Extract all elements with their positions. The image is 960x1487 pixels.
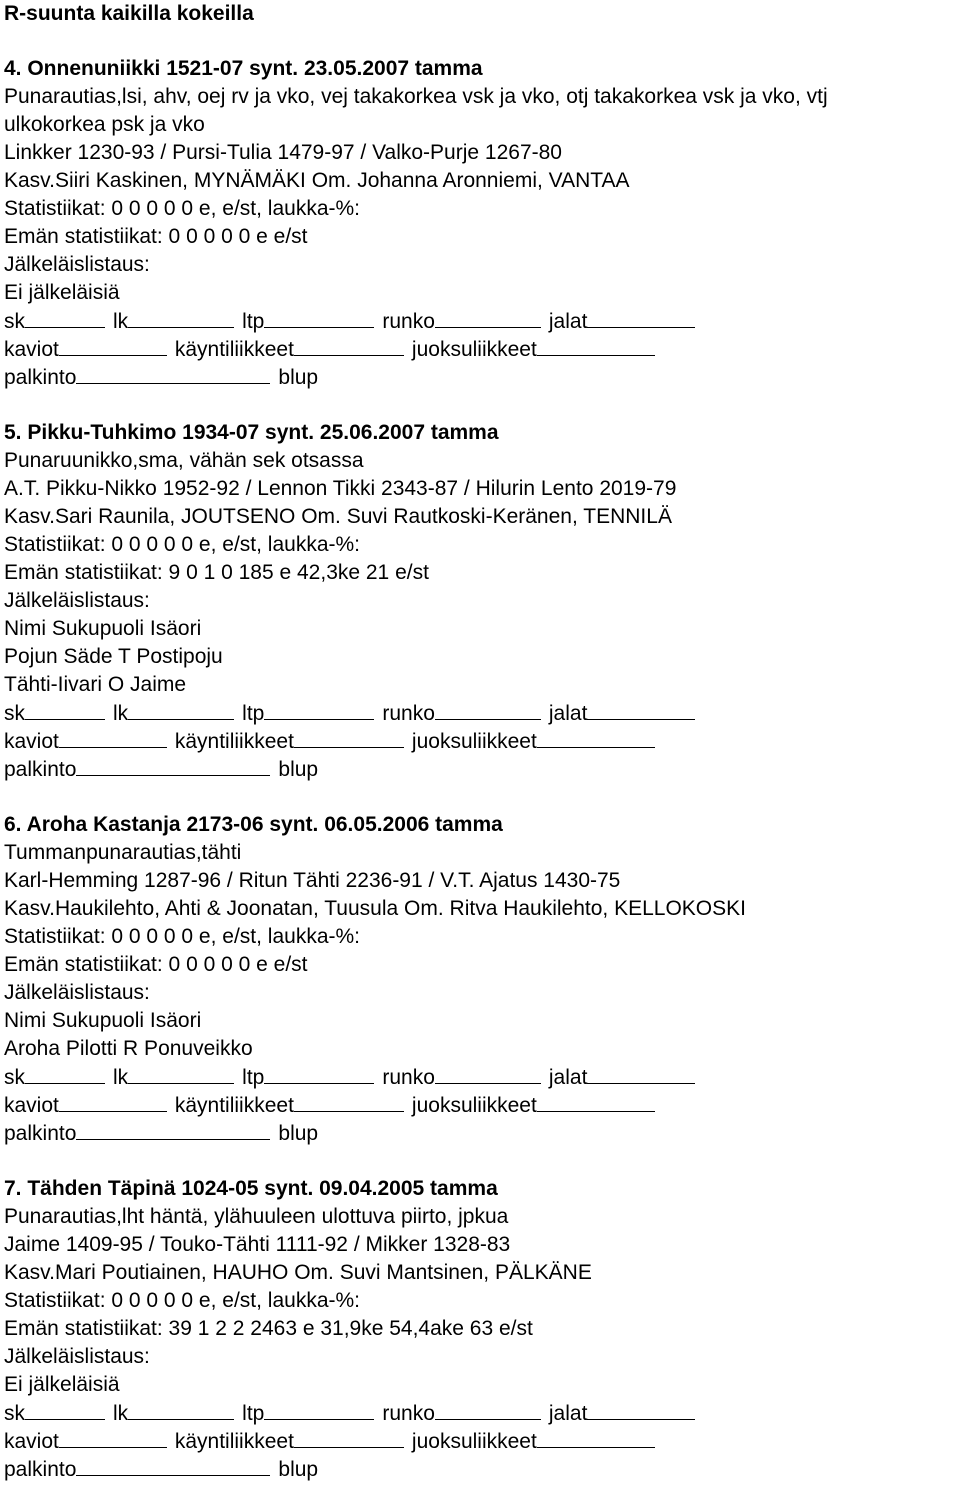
score-blank-palkinto [76, 1455, 270, 1476]
score-row [4, 1063, 956, 1091]
score-blank-juoksuliikkeet [537, 727, 655, 748]
score-label-sk: sk [4, 1066, 25, 1089]
score-blank-kayntiliikkeet [294, 1427, 404, 1448]
spacer [4, 783, 956, 811]
score-label-blup: blup [278, 366, 319, 389]
entry-line: Jälkeläislistaus: [4, 1345, 150, 1368]
score-blank-kayntiliikkeet [294, 335, 404, 356]
entry-line: A.T. Pikku-Nikko 1952-92 / Lennon Tikki 2343-87 / Hilurin Lento 2019-79 [4, 477, 677, 500]
score-blank-lk [128, 699, 234, 720]
entry-line: Kasv.Sari Raunila, JOUTSENO Om. Suvi Rautkoski-Keränen, TENNILÄ [4, 505, 672, 528]
entry-line: Emän statistiikat: 9 0 1 0 185 e 42,3ke 21 e/st [4, 561, 429, 584]
score-blank-kaviot [59, 1091, 167, 1112]
horse-entry [4, 55, 956, 419]
score-label-runko: runko [382, 702, 435, 725]
score-label-blup: blup [278, 1122, 319, 1145]
entry-line: Kasv.Siiri Kaskinen, MYNÄMÄKI Om. Johanna Aronniemi, VANTAA [4, 169, 630, 192]
score-blank-runko [435, 1063, 541, 1084]
score-blank-lk [128, 307, 234, 328]
score-label-blup: blup [278, 1458, 319, 1481]
score-blank-jalat [587, 699, 695, 720]
entry-line: Statistiikat: 0 0 0 0 0 e, e/st, laukka-%: [4, 533, 361, 556]
score-label-kaviot: kaviot [4, 730, 59, 753]
entry-line: Linkker 1230-93 / Pursi-Tulia 1479-97 / Valko-Purje 1267-80 [4, 141, 562, 164]
horse-entry [4, 811, 956, 1175]
score-label-kaviot: kaviot [4, 1430, 59, 1453]
score-label-kaviot: kaviot [4, 1094, 59, 1117]
entry-line: ulkokorkea psk ja vko [4, 113, 205, 136]
entry-title: 4. Onnenuniikki 1521-07 synt. 23.05.2007 tamma [4, 57, 483, 80]
entry-line: Tähti-Iivari O Jaime [4, 673, 187, 696]
score-label-blup: blup [278, 758, 319, 781]
score-label-sk: sk [4, 702, 25, 725]
score-blank-runko [435, 307, 541, 328]
score-row [4, 363, 956, 391]
score-label-jalat: jalat [548, 310, 588, 333]
score-label-ltp: ltp [242, 1066, 265, 1089]
score-blank-juoksuliikkeet [537, 335, 655, 356]
score-blank-ltp [264, 699, 374, 720]
score-blank-jalat [587, 307, 695, 328]
score-blank-sk [25, 307, 105, 328]
entry-title: 6. Aroha Kastanja 2173-06 synt. 06.05.2006 tamma [4, 813, 503, 836]
entry-line: Jaime 1409-95 / Touko-Tähti 1111-92 / Mikker 1328-83 [4, 1233, 511, 1256]
score-blank-ltp [264, 1399, 374, 1420]
entry-line: Jälkeläislistaus: [4, 589, 150, 612]
entry-line: Punarautias,lsi, ahv, oej rv ja vko, vej takakorkea vsk ja vko, otj takakorkea vsk ja vko, vtj [4, 85, 828, 108]
score-blank-kaviot [59, 1427, 167, 1448]
score-label-jalat: jalat [548, 1402, 588, 1425]
entry-line: Tummanpunarautias,tähti [4, 841, 242, 864]
entry-line: Nimi Sukupuoli Isäori [4, 1009, 202, 1032]
score-label-kayntiliikkeet: käyntiliikkeet [174, 338, 294, 361]
score-blank-juoksuliikkeet [537, 1427, 655, 1448]
score-label-ltp: ltp [242, 310, 265, 333]
spacer [4, 391, 956, 419]
entry-line: Jälkeläislistaus: [4, 253, 150, 276]
score-label-jalat: jalat [548, 702, 588, 725]
score-row [4, 1091, 956, 1119]
entry-line: Statistiikat: 0 0 0 0 0 e, e/st, laukka-%: [4, 197, 361, 220]
entry-title: 5. Pikku-Tuhkimo 1934-07 synt. 25.06.2007 tamma [4, 421, 499, 444]
entry-line: Emän statistiikat: 0 0 0 0 0 e e/st [4, 225, 308, 248]
score-label-runko: runko [382, 310, 435, 333]
score-row [4, 727, 956, 755]
score-label-lk: lk [113, 1402, 129, 1425]
entry-line: Jälkeläislistaus: [4, 981, 150, 1004]
score-blank-lk [128, 1063, 234, 1084]
score-label-juoksuliikkeet: juoksuliikkeet [411, 1094, 537, 1117]
score-blank-palkinto [76, 363, 270, 384]
score-blank-juoksuliikkeet [537, 1091, 655, 1112]
score-blank-kayntiliikkeet [294, 727, 404, 748]
entry-line: Statistiikat: 0 0 0 0 0 e, e/st, laukka-%: [4, 1289, 361, 1312]
score-blank-ltp [264, 1063, 374, 1084]
score-blank-palkinto [76, 755, 270, 776]
score-blank-kaviot [59, 727, 167, 748]
entry-line: Statistiikat: 0 0 0 0 0 e, e/st, laukka-%: [4, 925, 361, 948]
entry-line: Ei jälkeläisiä [4, 281, 120, 304]
score-blank-runko [435, 1399, 541, 1420]
document-page [4, 0, 956, 1483]
score-blank-sk [25, 699, 105, 720]
score-blank-sk [25, 1399, 105, 1420]
score-label-palkinto: palkinto [4, 1122, 77, 1145]
entry-line: Emän statistiikat: 39 1 2 2 2463 e 31,9ke 54,4ake 63 e/st [4, 1317, 533, 1340]
score-row [4, 1399, 956, 1427]
score-row [4, 1455, 956, 1483]
score-label-ltp: ltp [242, 1402, 265, 1425]
score-label-ltp: ltp [242, 702, 265, 725]
score-label-juoksuliikkeet: juoksuliikkeet [411, 730, 537, 753]
entry-line: Kasv.Mari Poutiainen, HAUHO Om. Suvi Mantsinen, PÄLKÄNE [4, 1261, 592, 1284]
score-label-lk: lk [113, 310, 129, 333]
score-label-palkinto: palkinto [4, 1458, 77, 1481]
entry-line: Aroha Pilotti R Ponuveikko [4, 1037, 253, 1060]
score-label-kayntiliikkeet: käyntiliikkeet [174, 1094, 294, 1117]
score-label-kayntiliikkeet: käyntiliikkeet [174, 1430, 294, 1453]
entries-list [4, 55, 956, 1483]
score-blank-jalat [587, 1063, 695, 1084]
score-blank-ltp [264, 307, 374, 328]
score-label-kaviot: kaviot [4, 338, 59, 361]
entry-line: Punarautias,lht häntä, ylähuuleen ulottuva piirto, jpkua [4, 1205, 509, 1228]
score-label-lk: lk [113, 1066, 129, 1089]
score-row [4, 699, 956, 727]
entry-title: 7. Tähden Täpinä 1024-05 synt. 09.04.2005 tamma [4, 1177, 498, 1200]
score-label-runko: runko [382, 1066, 435, 1089]
score-row [4, 307, 956, 335]
score-row [4, 1119, 956, 1147]
score-label-palkinto: palkinto [4, 758, 77, 781]
entry-line: Nimi Sukupuoli Isäori [4, 617, 202, 640]
horse-entry [4, 419, 956, 811]
spacer [4, 1147, 956, 1175]
horse-entry [4, 1175, 956, 1483]
score-blank-kaviot [59, 335, 167, 356]
score-label-juoksuliikkeet: juoksuliikkeet [411, 338, 537, 361]
score-label-jalat: jalat [548, 1066, 588, 1089]
score-label-palkinto: palkinto [4, 366, 77, 389]
page-heading: R-suunta kaikilla kokeilla [4, 2, 254, 25]
score-label-sk: sk [4, 1402, 25, 1425]
score-row [4, 335, 956, 363]
score-label-lk: lk [113, 702, 129, 725]
score-blank-runko [435, 699, 541, 720]
score-row [4, 1427, 956, 1455]
spacer [4, 28, 956, 55]
entry-line: Emän statistiikat: 0 0 0 0 0 e e/st [4, 953, 308, 976]
entry-line: Ei jälkeläisiä [4, 1373, 120, 1396]
score-label-juoksuliikkeet: juoksuliikkeet [411, 1430, 537, 1453]
entry-line: Pojun Säde T Postipoju [4, 645, 223, 668]
score-blank-kayntiliikkeet [294, 1091, 404, 1112]
score-blank-palkinto [76, 1119, 270, 1140]
entry-line: Punaruunikko,sma, vähän sek otsassa [4, 449, 364, 472]
entry-line: Karl-Hemming 1287-96 / Ritun Tähti 2236-91 / V.T. Ajatus 1430-75 [4, 869, 621, 892]
score-label-runko: runko [382, 1402, 435, 1425]
score-label-sk: sk [4, 310, 25, 333]
entry-line: Kasv.Haukilehto, Ahti & Joonatan, Tuusula Om. Ritva Haukilehto, KELLOKOSKI [4, 897, 746, 920]
score-row [4, 755, 956, 783]
score-blank-sk [25, 1063, 105, 1084]
score-blank-jalat [587, 1399, 695, 1420]
score-label-kayntiliikkeet: käyntiliikkeet [174, 730, 294, 753]
score-blank-lk [128, 1399, 234, 1420]
